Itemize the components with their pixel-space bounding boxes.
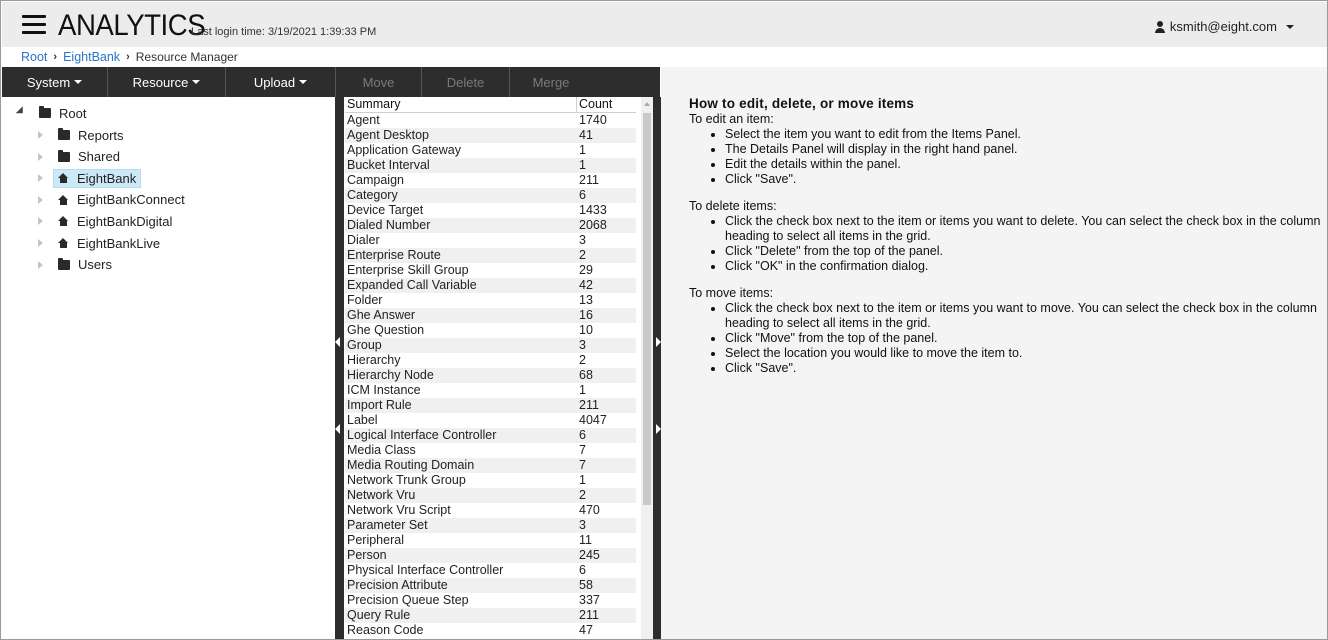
tree-item[interactable]: [38, 255, 117, 275]
delete-button[interactable]: Delete: [422, 67, 510, 97]
table-row[interactable]: [345, 188, 636, 203]
table-row[interactable]: [345, 563, 636, 578]
expand-arrow-icon[interactable]: [38, 174, 43, 182]
cell-count: 2: [579, 248, 586, 262]
cell-summary: Campaign: [347, 173, 404, 187]
tree-item[interactable]: [38, 168, 141, 188]
help-list-item: • Select the item you want to edit from the Items Panel.: [725, 127, 1328, 142]
cell-summary: Network Trunk Group: [347, 473, 466, 487]
scroll-up-icon[interactable]: [644, 102, 650, 106]
table-row[interactable]: [345, 488, 636, 503]
cell-summary: Dialer: [347, 233, 380, 247]
tree-item-label: EightBankConnect: [77, 192, 185, 208]
cell-summary: Reason Code: [347, 623, 424, 637]
toolbar: [2, 67, 660, 97]
cell-count: 16: [579, 308, 593, 322]
cell-summary: Expanded Call Variable: [347, 278, 477, 292]
cell-summary: Query Rule: [347, 608, 411, 622]
tree-item[interactable]: [38, 233, 165, 253]
table-row[interactable]: [345, 218, 636, 233]
table-row[interactable]: [345, 578, 636, 593]
expand-arrow-icon[interactable]: [38, 239, 43, 247]
help-title: How to edit, delete, or move items: [689, 96, 915, 111]
cell-summary: Group: [347, 338, 382, 352]
cell-count: 1740: [579, 113, 607, 127]
table-row[interactable]: [345, 113, 636, 128]
cell-summary: Bucket Interval: [347, 158, 430, 172]
cell-summary: Agent Desktop: [347, 128, 429, 142]
table-row[interactable]: [345, 278, 636, 293]
table-row[interactable]: [345, 368, 636, 383]
folder-icon: [58, 152, 70, 162]
cell-count: 1: [579, 143, 586, 157]
cell-summary: ICM Instance: [347, 383, 421, 397]
help-section-title: To delete items:: [689, 199, 777, 213]
table-row[interactable]: [345, 248, 636, 263]
cell-summary: Ghe Answer: [347, 308, 416, 322]
home-icon: [58, 173, 69, 183]
breadcrumb-current: Resource Manager: [135, 50, 238, 64]
move-button[interactable]: Move: [336, 67, 422, 97]
resource-menu-button[interactable]: [108, 67, 226, 97]
help-list-item: • Click "Move" from the top of the panel.: [725, 331, 1328, 346]
cell-count: 41: [579, 128, 593, 142]
tree-item-label: Reports: [78, 127, 124, 143]
table-row[interactable]: [345, 263, 636, 278]
cell-count: 245: [579, 548, 600, 562]
hamburger-menu-icon[interactable]: [22, 15, 46, 35]
table-row[interactable]: [345, 323, 636, 338]
cell-count: 337: [579, 593, 600, 607]
cell-count: 2: [579, 353, 586, 367]
tree-item-label: EightBankDigital: [77, 213, 173, 229]
home-icon: [58, 238, 69, 248]
cell-count: 42: [579, 278, 593, 292]
tree-item-body[interactable]: [53, 147, 125, 166]
table-row[interactable]: [345, 203, 636, 218]
expand-arrow-icon[interactable]: [16, 106, 27, 117]
cell-summary: Label: [347, 413, 378, 427]
expand-arrow-icon[interactable]: [38, 261, 43, 269]
tree-item-body[interactable]: [53, 255, 117, 274]
table-row[interactable]: [345, 128, 636, 143]
tree-item-label: EightBank: [77, 170, 137, 186]
home-icon: [58, 216, 69, 226]
tree-item-body[interactable]: [53, 234, 165, 253]
table-row[interactable]: [345, 473, 636, 488]
cell-summary: Ghe Question: [347, 323, 425, 337]
breadcrumb: [21, 50, 238, 64]
table-row[interactable]: [345, 338, 636, 353]
table-row[interactable]: [345, 623, 636, 638]
help-section-title: To edit an item:: [689, 112, 774, 126]
cell-count: 211: [579, 173, 599, 187]
resource-tree: [2, 97, 336, 640]
splitter-right[interactable]: [653, 97, 661, 640]
grid-scrollbar[interactable]: [641, 97, 653, 640]
help-list-item: • Edit the details within the panel.: [725, 157, 1328, 172]
tree-item-label: Shared: [78, 149, 120, 165]
cell-summary: Enterprise Skill Group: [347, 263, 469, 277]
cell-summary: Network Vru Script: [347, 503, 451, 517]
tree-item[interactable]: [38, 190, 190, 210]
items-grid: [344, 97, 653, 640]
cell-count: 470: [579, 503, 600, 517]
splitter-left[interactable]: [335, 97, 344, 640]
help-list-item: • Click "Delete" from the top of the panel.: [725, 244, 1328, 259]
breadcrumb-eightbank[interactable]: EightBank: [63, 50, 121, 64]
cell-count: 2068: [579, 218, 607, 232]
table-row[interactable]: [345, 413, 636, 428]
tree-item[interactable]: [38, 125, 129, 145]
cell-summary: Hierarchy: [347, 353, 401, 367]
cell-summary: Media Routing Domain: [347, 458, 475, 472]
help-list-item: • The Details Panel will display in the right hand panel.: [725, 142, 1328, 157]
help-list: [725, 214, 1328, 274]
folder-icon: [58, 130, 70, 140]
upload-menu-button[interactable]: [226, 67, 336, 97]
tree-item-label: Root: [59, 105, 87, 121]
table-row[interactable]: [345, 548, 636, 563]
expand-arrow-icon[interactable]: [38, 153, 43, 161]
cell-count: 211: [579, 608, 599, 622]
cell-count: 7: [579, 443, 586, 457]
scrollbar-thumb[interactable]: [643, 113, 651, 505]
chevron-right-icon: ›: [53, 51, 58, 63]
cell-summary: Enterprise Route: [347, 248, 441, 262]
cell-summary: Precision Attribute: [347, 578, 448, 592]
cell-summary: Agent: [347, 113, 380, 127]
cell-count: 58: [579, 578, 593, 592]
cell-summary: Category: [347, 188, 398, 202]
cell-summary: Parameter Set: [347, 518, 428, 532]
cell-summary: Network Vru: [347, 488, 416, 502]
home-icon: [58, 195, 69, 205]
expand-arrow-icon[interactable]: [38, 196, 43, 204]
help-list-item: • Click the check box next to the item or items you want to move. You can select the check box in the column heading to select all items in the grid.: [725, 301, 1328, 331]
grid-body: [345, 113, 636, 638]
upload-label: Upload: [253, 74, 296, 90]
cell-count: 6: [579, 563, 586, 577]
chevron-down-icon: [1286, 25, 1294, 29]
resource-label: Resource: [132, 74, 189, 90]
chevron-down-icon: [299, 80, 307, 84]
table-row[interactable]: [345, 158, 636, 173]
cell-count: 29: [579, 263, 593, 277]
cell-summary: Device Target: [347, 203, 424, 217]
expand-arrow-icon[interactable]: [38, 131, 43, 139]
column-summary-header[interactable]: Summary: [345, 97, 577, 112]
cell-count: 211: [579, 398, 599, 412]
tree-item-body[interactable]: [53, 212, 177, 231]
table-row[interactable]: [345, 458, 636, 473]
cell-count: 6: [579, 428, 586, 442]
cell-summary: Person: [347, 548, 387, 562]
cell-summary: Application Gateway: [347, 143, 461, 157]
cell-count: 3: [579, 518, 586, 532]
table-row[interactable]: [345, 593, 636, 608]
cell-summary: Physical Interface Controller: [347, 563, 504, 577]
table-row[interactable]: [345, 533, 636, 548]
help-list-item: • Click "Save".: [725, 361, 1328, 376]
cell-count: 1: [579, 473, 586, 487]
help-list: [725, 301, 1328, 376]
cell-count: 68: [579, 368, 593, 382]
app-header: [2, 2, 1328, 47]
cell-summary: Hierarchy Node: [347, 368, 434, 382]
table-row[interactable]: [345, 308, 636, 323]
cell-count: 11: [579, 533, 592, 547]
table-row[interactable]: [345, 503, 636, 518]
cell-summary: Logical Interface Controller: [347, 428, 497, 442]
cell-count: 1433: [579, 203, 607, 217]
user-icon: [1155, 21, 1165, 33]
folder-icon: [39, 108, 51, 118]
table-row[interactable]: [345, 233, 636, 248]
table-row[interactable]: [345, 173, 636, 188]
tree-item[interactable]: [38, 147, 125, 167]
system-menu-button[interactable]: [2, 67, 108, 97]
breadcrumb-root[interactable]: Root: [21, 50, 48, 64]
system-label: System: [26, 74, 71, 90]
cell-count: 6: [579, 188, 586, 202]
user-menu[interactable]: [1155, 19, 1294, 34]
collapse-left-icon[interactable]: [335, 337, 340, 347]
cell-count: 4047: [579, 413, 607, 427]
user-email: ksmith@eight.com: [1169, 19, 1277, 34]
table-row[interactable]: [345, 398, 636, 413]
expand-arrow-icon[interactable]: [38, 217, 43, 225]
tree-item-label: Users: [78, 257, 112, 273]
chevron-down-icon: [74, 80, 82, 84]
folder-icon: [58, 260, 70, 270]
cell-count: 7: [579, 458, 586, 472]
cell-summary: Precision Queue Step: [347, 593, 469, 607]
cell-count: 1: [579, 383, 586, 397]
table-row[interactable]: [345, 383, 636, 398]
chevron-right-icon: ›: [126, 51, 130, 63]
help-list-item: • Click the check box next to the item or items you want to delete. You can select the check box in the column heading to select all items in the grid.: [725, 214, 1328, 244]
merge-button[interactable]: Merge: [532, 74, 570, 90]
help-section-title: To move items:: [689, 286, 774, 300]
cell-summary: Folder: [347, 293, 383, 307]
grid-header: [345, 97, 636, 113]
table-row[interactable]: [345, 428, 636, 443]
table-row[interactable]: [345, 353, 636, 368]
tree-item-body[interactable]: [53, 126, 129, 145]
table-row[interactable]: [345, 143, 636, 158]
tree-item-label: EightBankLive: [77, 235, 161, 251]
help-list-item: • Click "OK" in the confirmation dialog.: [725, 259, 1328, 274]
table-row[interactable]: [345, 518, 636, 533]
table-row[interactable]: [345, 443, 636, 458]
cell-summary: Import Rule: [347, 398, 412, 412]
help-panel: [661, 67, 1328, 640]
cell-count: 3: [579, 233, 586, 247]
help-list-item: • Click "Save".: [725, 172, 1328, 187]
help-list: [725, 127, 1328, 187]
tree-item-root[interactable]: [16, 103, 86, 123]
cell-count: 3: [579, 338, 586, 352]
cell-count: 13: [579, 293, 593, 307]
cell-count: 47: [579, 623, 593, 637]
cell-summary: Dialed Number: [347, 218, 431, 232]
help-list-item: • Select the location you would like to move the item to.: [725, 346, 1328, 361]
app-title: ANALYTICS: [58, 9, 206, 42]
table-row[interactable]: [345, 608, 636, 623]
chevron-down-icon: [192, 80, 200, 84]
cell-count: 1: [579, 158, 586, 172]
collapse-left-icon[interactable]: [335, 424, 340, 434]
table-row[interactable]: [345, 293, 636, 308]
cell-count: 2: [579, 488, 586, 502]
cell-summary: Peripheral: [347, 533, 404, 547]
cell-count: 10: [579, 323, 593, 337]
cell-summary: Media Class: [347, 443, 416, 457]
tree-item[interactable]: [38, 211, 177, 231]
column-count-header[interactable]: Count: [579, 97, 613, 111]
tree-item-body[interactable]: [53, 169, 141, 188]
last-login-time: Last login time: 3/19/2021 1:39:33 PM: [191, 26, 377, 38]
tree-item-body[interactable]: [53, 190, 190, 209]
